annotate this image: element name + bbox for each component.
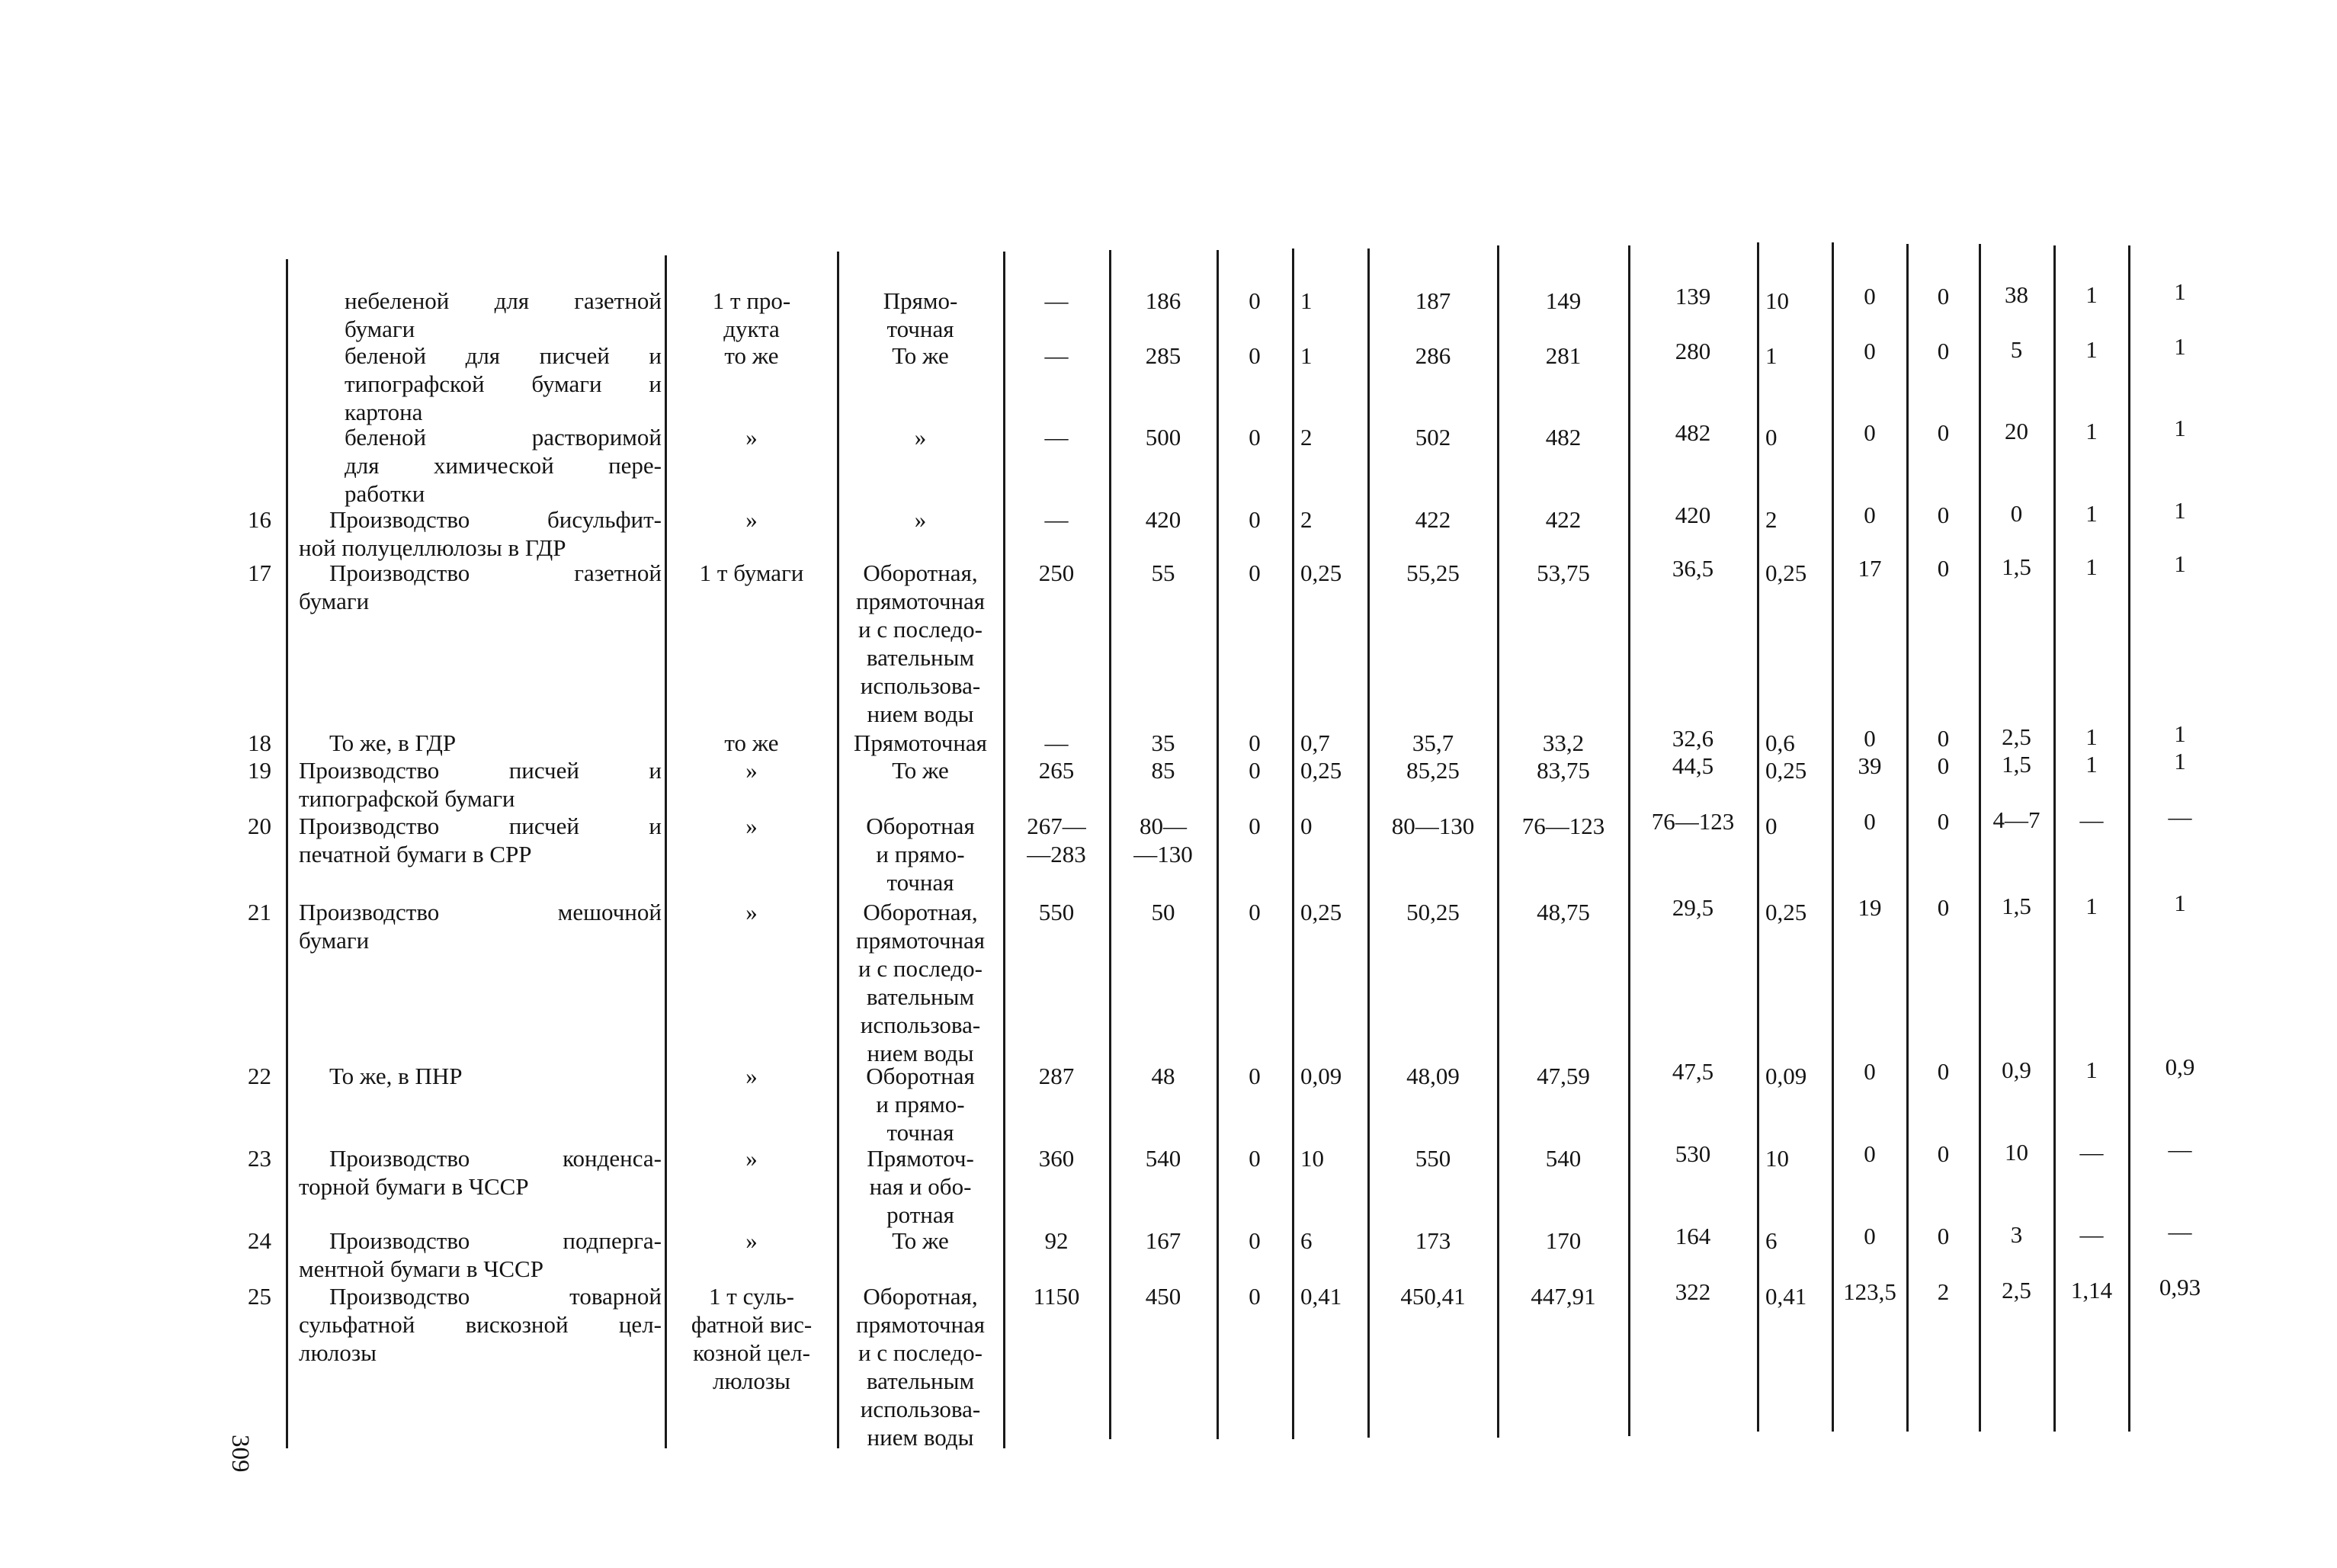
row-value-col2: 500: [1145, 424, 1181, 451]
row-value-col3: 0: [1249, 813, 1261, 839]
row-value-col10: 0: [1937, 725, 1950, 752]
row-value-col8: 6: [1765, 1227, 1778, 1254]
row-value-col10: 0: [1937, 283, 1950, 309]
row-value-col6: 540: [1545, 1145, 1582, 1172]
row-number: 23: [248, 1145, 271, 1172]
row-value-col7: 164: [1675, 1223, 1711, 1249]
row-value-col6: 281: [1545, 342, 1582, 369]
row-value-col1: 360: [1038, 1145, 1075, 1172]
row-value-col13: 0,93: [2159, 1274, 2201, 1300]
row-value-col10: 0: [1937, 894, 1950, 921]
row-value-col7: 530: [1675, 1140, 1711, 1167]
row-method: Оборотная и прямо- точная: [866, 1063, 975, 1146]
row-value-col9: 0: [1864, 338, 1876, 364]
row-name: То же, в ПНР: [329, 1063, 463, 1089]
row-value-col6: 447,91: [1531, 1283, 1596, 1310]
row-value-col10: 2: [1937, 1278, 1950, 1305]
row-value-col5: 35,7: [1412, 729, 1454, 756]
row-value-col8: 2: [1765, 506, 1778, 533]
row-name: Производство бисульфит- ной полуцеллюлозы в ГДР: [299, 506, 662, 561]
row-value-col11: 1,5: [2002, 893, 2031, 919]
row-value-col13: 1: [2174, 720, 2186, 747]
row-value-col6: 170: [1545, 1227, 1582, 1254]
row-value-col7: 47,5: [1672, 1058, 1714, 1085]
row-method: Прямоточ- ная и обо- ротная: [867, 1145, 974, 1228]
row-name: Производство товарной сульфатной вискозной цел- люлозы: [299, 1283, 662, 1366]
row-value-col1: 267— —283: [1027, 813, 1086, 867]
row-value-col7: 44,5: [1672, 752, 1714, 779]
row-name: Производство писчей и печатной бумаги в СРР: [299, 813, 662, 867]
row-value-col13: 1: [2174, 333, 2186, 360]
row-method: То же: [892, 342, 949, 369]
row-value-col9: 0: [1864, 808, 1876, 835]
row-value-col3: 0: [1249, 899, 1261, 925]
row-value-col2: 55: [1151, 560, 1175, 586]
row-value-col2: 167: [1145, 1227, 1181, 1254]
row-value-col8: 0,6: [1765, 729, 1795, 756]
row-value-col6: 482: [1545, 424, 1582, 451]
row-value-col4: 0: [1300, 813, 1313, 839]
row-method: То же: [892, 1227, 949, 1254]
row-value-col9: 0: [1864, 502, 1876, 528]
row-value-col1: —: [1044, 287, 1069, 314]
row-value-col11: 0,9: [2002, 1057, 2031, 1083]
row-value-col12: 1: [2085, 893, 2098, 919]
row-value-col1: —: [1044, 424, 1069, 451]
row-value-col9: 39: [1858, 752, 1882, 779]
row-value-col7: 36,5: [1672, 555, 1714, 582]
row-value-col4: 10: [1300, 1145, 1324, 1172]
row-value-col7: 76—123: [1651, 808, 1735, 835]
row-value-col3: 0: [1249, 1063, 1261, 1089]
row-value-col9: 0: [1864, 725, 1876, 752]
row-number: 21: [248, 899, 271, 925]
row-value-col7: 420: [1675, 502, 1711, 528]
table-rule-6: [1292, 249, 1294, 1439]
row-value-col2: 285: [1145, 342, 1181, 369]
row-value-col2: 450: [1145, 1283, 1181, 1310]
row-value-col10: 0: [1937, 752, 1950, 779]
row-value-col12: —: [2079, 1221, 2104, 1248]
table-rule-1: [665, 255, 667, 1448]
row-value-col10: 0: [1937, 1223, 1950, 1249]
row-method: Оборотная, прямоточная и с последо- вательным использова- нием воды: [855, 560, 986, 727]
row-value-col11: 38: [2005, 281, 2028, 308]
row-value-col10: 0: [1937, 1140, 1950, 1167]
row-value-col1: —: [1044, 729, 1069, 756]
row-value-col4: 2: [1300, 506, 1313, 533]
row-value-col2: 186: [1145, 287, 1181, 314]
row-value-col11: 3: [2010, 1221, 2023, 1248]
row-value-col4: 0,09: [1300, 1063, 1342, 1089]
row-value-col3: 0: [1249, 560, 1261, 586]
row-value-col3: 0: [1249, 757, 1261, 784]
row-number: 25: [248, 1283, 271, 1310]
row-value-col6: 33,2: [1542, 729, 1585, 756]
row-unit: »: [745, 506, 758, 533]
row-value-col4: 0,25: [1300, 899, 1342, 925]
row-value-col12: 1,14: [2070, 1277, 2113, 1303]
row-value-col2: 420: [1145, 506, 1181, 533]
row-value-col4: 6: [1300, 1227, 1313, 1254]
row-value-col4: 2: [1300, 424, 1313, 451]
row-unit: »: [745, 424, 758, 451]
row-value-col2: 85: [1151, 757, 1175, 784]
row-method: »: [914, 424, 927, 451]
row-value-col12: —: [2079, 1139, 2104, 1166]
row-value-col2: 35: [1151, 729, 1175, 756]
row-name: Производство писчей и типографской бумаги: [299, 757, 662, 812]
row-value-col1: 1150: [1033, 1283, 1080, 1310]
row-value-col10: 0: [1937, 502, 1950, 528]
row-value-col5: 173: [1415, 1227, 1451, 1254]
row-value-col11: 2,5: [2002, 723, 2031, 750]
row-value-col1: 287: [1038, 1063, 1075, 1089]
row-unit: 1 т бумаги: [699, 560, 804, 586]
row-value-col11: 2,5: [2002, 1277, 2031, 1303]
row-value-col3: 0: [1249, 424, 1261, 451]
row-value-col9: 0: [1864, 1140, 1876, 1167]
row-value-col11: 1,5: [2002, 751, 2031, 778]
row-number: 20: [248, 813, 271, 839]
row-value-col7: 280: [1675, 338, 1711, 364]
row-unit: то же: [724, 729, 779, 756]
row-value-col4: 0,25: [1300, 560, 1342, 586]
row-name: Производство подперга- ментной бумаги в ЧССР: [299, 1227, 662, 1282]
row-value-col9: 0: [1864, 1223, 1876, 1249]
row-value-col11: 5: [2010, 336, 2023, 363]
row-value-col1: —: [1044, 506, 1069, 533]
row-value-col9: 0: [1864, 1058, 1876, 1085]
row-unit: »: [745, 899, 758, 925]
row-value-col5: 502: [1415, 424, 1451, 451]
row-value-col3: 0: [1249, 342, 1261, 369]
row-value-col2: 48: [1151, 1063, 1175, 1089]
row-value-col10: 0: [1937, 1058, 1950, 1085]
row-value-col4: 0,25: [1300, 757, 1342, 784]
row-value-col13: —: [2168, 1218, 2192, 1245]
row-value-col8: 0,25: [1765, 757, 1807, 784]
row-value-col11: 1,5: [2002, 553, 2031, 580]
row-value-col13: —: [2168, 803, 2192, 830]
row-value-col6: 149: [1545, 287, 1582, 314]
row-value-col8: 0,25: [1765, 899, 1807, 925]
row-value-col5: 422: [1415, 506, 1451, 533]
row-value-col13: 1: [2174, 550, 2186, 577]
row-value-col1: 265: [1038, 757, 1075, 784]
row-value-col7: 322: [1675, 1278, 1711, 1305]
row-value-col1: 250: [1038, 560, 1075, 586]
row-value-col8: 1: [1765, 342, 1778, 369]
row-value-col13: 1: [2174, 748, 2186, 774]
row-value-col3: 0: [1249, 1227, 1261, 1254]
row-method: »: [914, 506, 927, 533]
row-number: 18: [248, 729, 271, 756]
row-value-col12: 1: [2085, 281, 2098, 308]
row-name: беленой растворимой для химической пере- работки: [345, 424, 662, 507]
row-value-col8: 10: [1765, 287, 1789, 314]
table-rule-0: [286, 259, 288, 1448]
row-value-col12: 1: [2085, 500, 2098, 527]
row-value-col7: 29,5: [1672, 894, 1714, 921]
row-value-col5: 550: [1415, 1145, 1451, 1172]
row-method: То же: [892, 757, 949, 784]
row-value-col7: 32,6: [1672, 725, 1714, 752]
row-unit: »: [745, 1145, 758, 1172]
row-value-col11: 4—7: [1992, 806, 2040, 833]
row-value-col8: 0,41: [1765, 1283, 1807, 1310]
row-value-col12: 1: [2085, 553, 2098, 580]
row-value-col3: 0: [1249, 1283, 1261, 1310]
row-value-col9: 123,5: [1843, 1278, 1896, 1305]
row-value-col6: 47,59: [1537, 1063, 1590, 1089]
row-name: беленой для писчей и типографской бумаги и картона: [345, 342, 662, 425]
row-value-col9: 0: [1864, 283, 1876, 309]
row-method: Оборотная и прямо- точная: [866, 813, 975, 896]
row-name: Производство газетной бумаги: [299, 560, 662, 614]
row-unit: »: [745, 1063, 758, 1089]
row-value-col13: 1: [2174, 278, 2186, 305]
row-value-col3: 0: [1249, 729, 1261, 756]
row-value-col8: 0: [1765, 813, 1778, 839]
row-value-col5: 55,25: [1406, 560, 1460, 586]
row-value-col13: 0,9: [2165, 1053, 2195, 1080]
row-value-col10: 0: [1937, 419, 1950, 446]
row-unit: 1 т суль- фатной вис- козной цел- люлозы: [691, 1283, 813, 1394]
row-value-col5: 85,25: [1406, 757, 1460, 784]
row-number: 16: [248, 506, 271, 533]
row-value-col9: 19: [1858, 894, 1882, 921]
row-method: Прямоточная: [854, 729, 987, 756]
row-value-col3: 0: [1249, 287, 1261, 314]
row-value-col4: 0,41: [1300, 1283, 1342, 1310]
row-name: То же, в ГДР: [329, 729, 457, 756]
row-value-col5: 50,25: [1406, 899, 1460, 925]
row-value-col11: 20: [2005, 418, 2028, 444]
row-value-col6: 76—123: [1521, 813, 1605, 839]
row-value-col5: 80—130: [1391, 813, 1475, 839]
row-unit: »: [745, 1227, 758, 1254]
row-name: Производство конденса- торной бумаги в ЧССР: [299, 1145, 662, 1200]
row-unit: то же: [724, 342, 779, 369]
row-value-col6: 53,75: [1537, 560, 1590, 586]
row-value-col1: 550: [1038, 899, 1075, 925]
row-number: 19: [248, 757, 271, 784]
row-value-col8: 0,25: [1765, 560, 1807, 586]
row-value-col13: —: [2168, 1136, 2192, 1162]
row-value-col3: 0: [1249, 1145, 1261, 1172]
row-method: Оборотная, прямоточная и с последо- вательным использова- нием воды: [855, 1283, 986, 1451]
row-value-col2: 540: [1145, 1145, 1181, 1172]
row-number: 22: [248, 1063, 271, 1089]
row-unit: 1 т про- дукта: [712, 287, 791, 342]
row-number: 17: [248, 560, 271, 586]
row-value-col6: 422: [1545, 506, 1582, 533]
row-value-col7: 482: [1675, 419, 1711, 446]
page-number: 309: [226, 1435, 254, 1473]
row-name: небеленой для газетной бумаги: [345, 287, 662, 342]
row-value-col1: —: [1044, 342, 1069, 369]
row-value-col8: 10: [1765, 1145, 1789, 1172]
row-value-col2: 80— —130: [1133, 813, 1193, 867]
row-value-col5: 450,41: [1400, 1283, 1466, 1310]
row-value-col13: 1: [2174, 415, 2186, 441]
row-value-col11: 0: [2010, 500, 2023, 527]
row-value-col9: 0: [1864, 419, 1876, 446]
row-value-col5: 48,09: [1406, 1063, 1460, 1089]
row-value-col10: 0: [1937, 338, 1950, 364]
row-value-col3: 0: [1249, 506, 1261, 533]
row-unit: »: [745, 813, 758, 839]
row-value-col2: 50: [1151, 899, 1175, 925]
row-value-col5: 187: [1415, 287, 1451, 314]
row-method: Прямо- точная: [883, 287, 958, 342]
row-value-col12: —: [2079, 806, 2104, 833]
row-number: 24: [248, 1227, 271, 1254]
row-value-col7: 139: [1675, 283, 1711, 309]
table-rule-10: [1757, 242, 1759, 1432]
row-value-col13: 1: [2174, 890, 2186, 916]
row-value-col12: 1: [2085, 418, 2098, 444]
row-value-col6: 83,75: [1537, 757, 1590, 784]
row-value-col4: 0,7: [1300, 729, 1330, 756]
row-value-col4: 1: [1300, 342, 1313, 369]
row-value-col12: 1: [2085, 1057, 2098, 1083]
row-value-col5: 286: [1415, 342, 1451, 369]
row-value-col12: 1: [2085, 336, 2098, 363]
row-value-col10: 0: [1937, 555, 1950, 582]
row-unit: »: [745, 757, 758, 784]
row-value-col6: 48,75: [1537, 899, 1590, 925]
row-value-col12: 1: [2085, 723, 2098, 750]
row-value-col11: 10: [2005, 1139, 2028, 1166]
row-value-col8: 0,09: [1765, 1063, 1807, 1089]
row-method: Оборотная, прямоточная и с последо- вательным использова- нием воды: [855, 899, 986, 1066]
row-value-col9: 17: [1858, 555, 1882, 582]
row-value-col13: 1: [2174, 497, 2186, 524]
row-value-col4: 1: [1300, 287, 1313, 314]
row-value-col12: 1: [2085, 751, 2098, 778]
row-name: Производство мешочной бумаги: [299, 899, 662, 954]
row-value-col10: 0: [1937, 808, 1950, 835]
row-value-col1: 92: [1044, 1227, 1069, 1254]
row-value-col8: 0: [1765, 424, 1778, 451]
